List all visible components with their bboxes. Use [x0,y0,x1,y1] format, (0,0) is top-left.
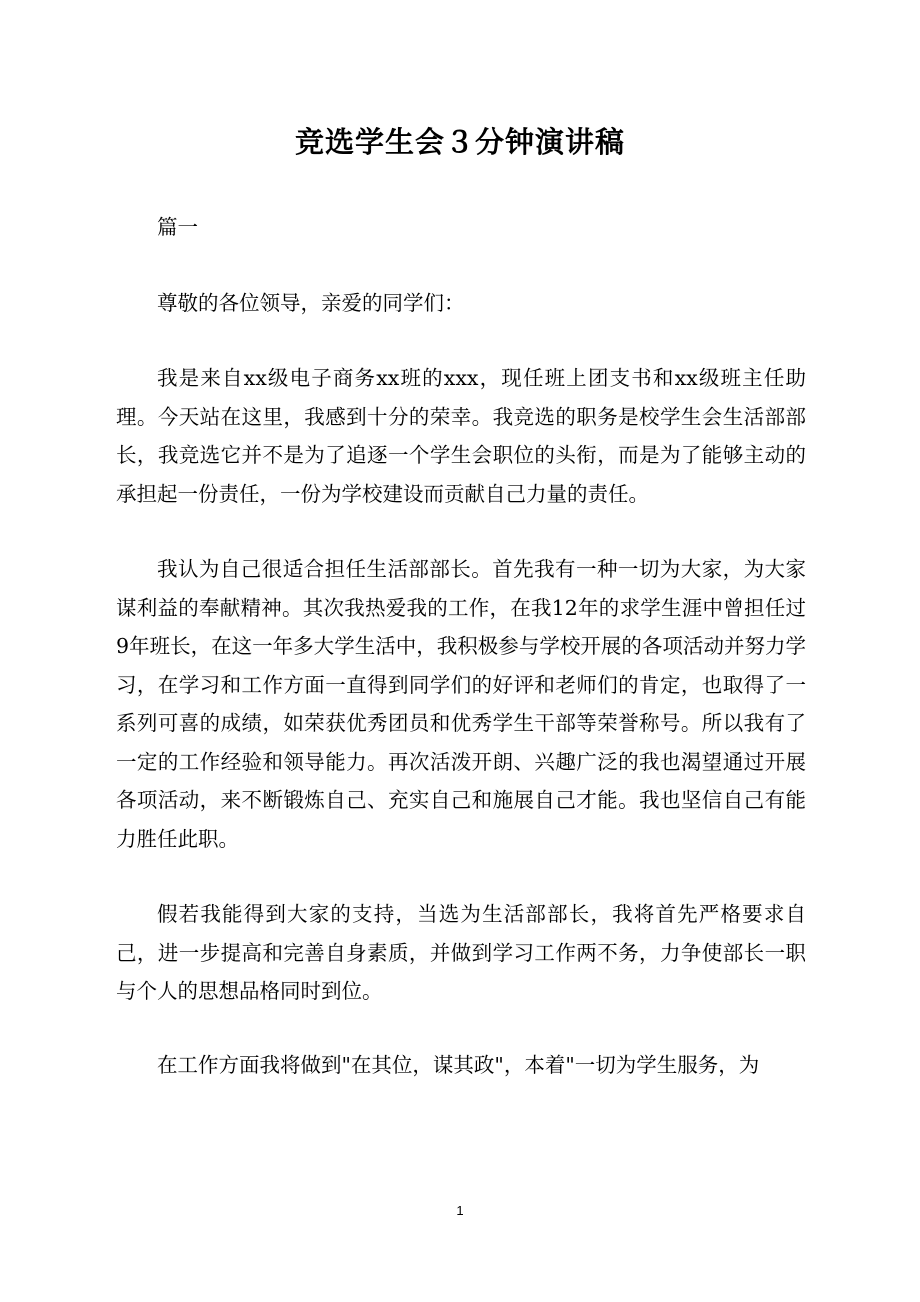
salutation-paragraph: 尊敬的各位领导，亲爱的同学们： [157,290,465,315]
intro-paragraph: 我是来自xx级电子商务xx班的xxx，现任班上团支书和xx级班主任助理。今天站在这里，我感到十分的荣幸。我竞选的职务是校学生会生活部部长，我竞选它并不是为了追逐一个学生会职位的头衔，而是为了能够主动的承担起一份责任，一份为学校建设而贡献自己力量的责任。 [116,366,806,506]
qualifications-paragraph: 我认为自己很适合担任生活部部长。首先我有一种一切为大家，为大家谋利益的奉献精神。其次我热爱我的工作，在我12年的求学生涯中曾担任过9年班长，在这一年多大学生活中，我积极参与学校开展的各项活动并努力学习，在学习和工作方面一直得到同学们的好评和老师们的肯定，也取得了一系列可喜的成绩，如荣获优秀团员和优秀学生干部等荣誉称号。所以我有了一定的工作经验和领导能力。再次活泼开朗、兴趣广泛的我也渴望通过开展各项活动，来不断锻炼自己、充实自己和施展自己才能。我也坚信自己有能力胜任此职。 [116,557,806,851]
commitment-paragraph: 假若我能得到大家的支持，当选为生活部部长，我将首先严格要求自己，进一步提高和完善自身素质，并做到学习工作两不务，力争使部长一职与个人的思想品格同时到位。 [116,902,806,1003]
document-body [116,208,806,1121]
document-title: 竞选学生会３分钟演讲稿 [294,125,625,159]
work-plan-paragraph: 在工作方面我将做到"在其位，谋其政"，本着"一切为学生服务，为 [157,1052,760,1077]
page-number: 1 [456,1203,464,1218]
section-heading: 篇一 [157,215,198,239]
